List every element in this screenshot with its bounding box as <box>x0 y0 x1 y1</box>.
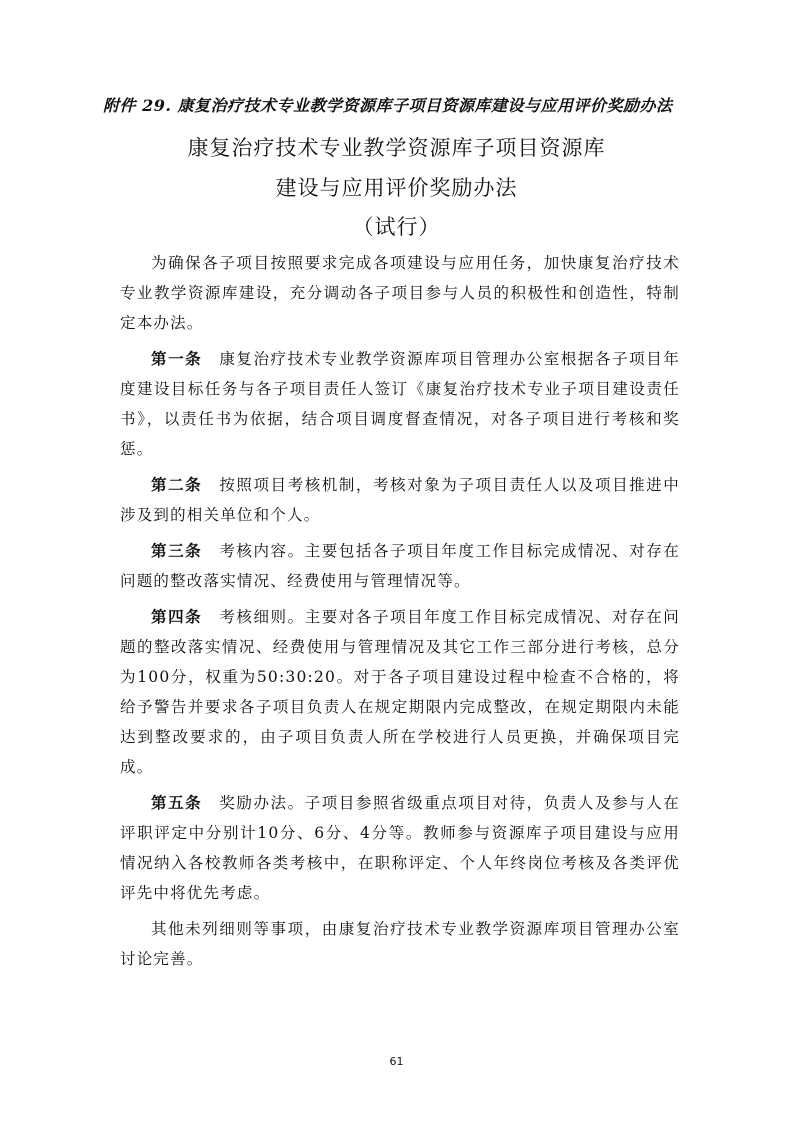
article-5-text: 奖励办法。子项目参照省级重点项目对待，负责人及参与人在评职评定中分别计10分、6分、4分等。教师参与资源库子项目建设与应用情况纳入各校教师各类考核中，在职称评定、个人年终岗位考核及各类评优评先中将优先考虑。 <box>120 794 680 902</box>
article-5 <box>120 788 680 908</box>
intro-paragraph: 为确保各子项目按照要求完成各项建设与应用任务，加快康复治疗技术专业教学资源库建设，充分调动各子项目参与人员的积极性和创造性，特制定本办法。 <box>120 254 680 332</box>
article-3-text: 考核内容。主要包括各子项目年度工作目标完成情况、对存在问题的整改落实情况、经费使用与管理情况等。 <box>120 542 680 590</box>
article-4 <box>120 602 680 782</box>
article-5-label: 第五条 <box>151 793 203 812</box>
article-4-label: 第四条 <box>151 607 203 626</box>
title-line-1: 康复治疗技术专业教学资源库子项目资源库 <box>187 136 606 160</box>
article-2 <box>120 470 680 530</box>
article-1-text: 康复治疗技术专业教学资源库项目管理办公室根据各子项目年度建设目标任务与各子项目责任人签订《康复治疗技术专业子项目建设责任书》，以责任书为依据，结合项目调度督查情况，对各子项目进行考核和奖惩。 <box>120 350 680 458</box>
article-3 <box>120 536 680 596</box>
article-1 <box>120 344 680 464</box>
closing-paragraph: 其他未列细则等事项，由康复治疗技术专业教学资源库项目管理办公室讨论完善。 <box>120 920 680 968</box>
article-1-label: 第一条 <box>151 349 203 368</box>
article-3-label: 第三条 <box>151 541 203 560</box>
page-number: 61 <box>389 1055 404 1068</box>
title-line-3: （试行） <box>352 215 441 239</box>
title-line-2: 建设与应用评价奖励办法 <box>275 176 518 200</box>
document-body <box>120 248 680 974</box>
article-2-label: 第二条 <box>151 475 203 494</box>
attachment-heading: 附件 29. 康复治疗技术专业教学资源库子项目资源库建设与应用评价奖励办法 <box>103 96 673 115</box>
article-4-text: 考核细则。主要对各子项目年度工作目标完成情况、对存在问题的整改落实情况、经费使用与管理情况及其它工作三部分进行考核，总分为100分，权重为50:30:20。对于各子项目建设过程中检查不合格的，将给予警告并要求各子项目负责人在规定期限内完成整改，在规定期限内未能达到整改要求的，由子项目负责人所在学校进行人员更换，并确保项目完成。 <box>120 608 680 776</box>
article-2-text: 按照项目考核机制，考核对象为子项目责任人以及项目推进中涉及到的相关单位和个人。 <box>120 476 680 524</box>
